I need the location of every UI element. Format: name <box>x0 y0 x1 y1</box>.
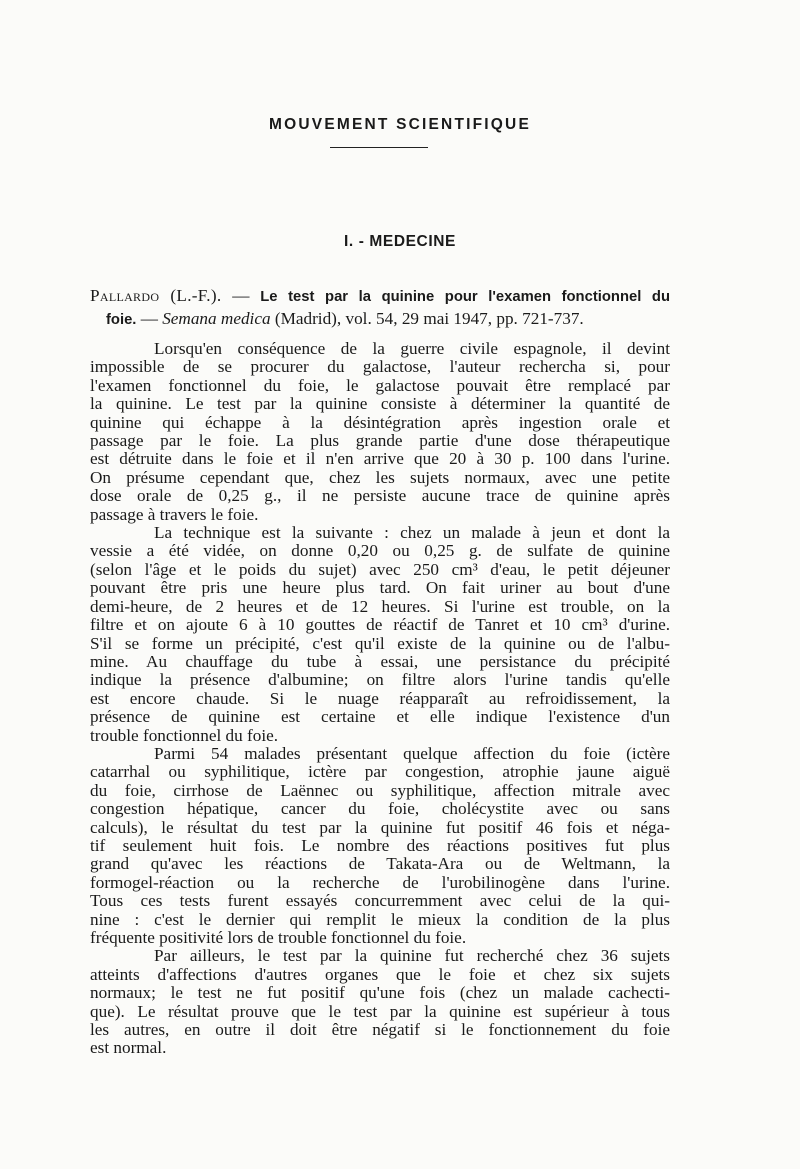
text-line: grand qu'avec les réactions de Takata-Ara ou de Weltmann, la <box>90 854 670 874</box>
text-line: vessie a été vidée, on donne 0,20 ou 0,25 g. de sulfate de quinine <box>90 541 670 561</box>
text-line: trouble fonctionnel du foie. <box>90 725 279 745</box>
text-line: que). Le résultat prouve que le test par la quinine est supérieur à tous <box>90 1001 670 1021</box>
text-line: Parmi 54 malades présentant quelque affection du foie (ictère <box>154 743 670 763</box>
text-line: pouvant être pris une heure plus tard. On fait uriner au bout d'une <box>90 578 670 598</box>
text-line: quinine qui échappe à la désintégration après ingestion orale et <box>90 412 670 432</box>
text-line: normaux; le test ne fut positif qu'une fois (chez un malade cachecti- <box>90 983 670 1003</box>
text-line: (selon l'âge et le poids du sujet) avec 250 cm³ d'eau, le petit déjeuner <box>90 559 670 579</box>
text-line: est détruite dans le foie et il n'en arrive que 20 à 30 p. 100 dans l'urine. <box>90 449 670 469</box>
text-line: fréquente positivité lors de trouble fonctionnel du foie. <box>90 928 467 947</box>
text-line: La technique est la suivante : chez un malade à jeun et dont la <box>154 523 670 543</box>
reference-title-line1: Le test par la quinine pour l'examen fonctionnel du <box>260 289 670 305</box>
journal-section-header: MOUVEMENT SCIENTIFIQUE <box>269 116 531 133</box>
text-line: est normal. <box>90 1038 167 1058</box>
text-line: catarrhal ou syphilitique, ictère par congestion, atrophie jaune aiguë <box>90 762 670 782</box>
reference-dash: — <box>221 286 261 305</box>
text-line: demi-heure, de 2 heures et de 12 heures. Si l'urine est trouble, on la <box>90 596 670 616</box>
text-line: dose orale de 0,25 g., il ne persiste aucune trace de quinine après <box>90 486 670 506</box>
bibliographic-reference <box>90 285 670 331</box>
text-line: atteints d'affections d'autres organes que le foie et chez six sujets <box>90 964 670 984</box>
text-line: On présume cependant que, chez les sujets normaux, avec une petite <box>90 467 670 487</box>
text-line: congestion hépatique, cancer du foie, cholécystite avec ou sans <box>90 799 670 819</box>
paragraph <box>90 524 670 745</box>
text-line: formogel-réaction ou la recherche de l'urobilinogène dans l'urine. <box>90 872 670 892</box>
text-line: mine. Au chauffage du tube à essai, une persistance du précipité <box>90 651 670 671</box>
text-line: est encore chaude. Si le nuage réapparaît au refroidissement, la <box>90 688 670 708</box>
text-line: filtre et on ajoute 6 à 10 gouttes de réactif de Tanret et 10 cm³ d'urine. <box>90 615 670 635</box>
text-line: indique la présence d'albumine; on filtre alors l'urine tandis qu'elle <box>90 670 670 690</box>
text-line: l'examen fonctionnel du foie, le galactose pouvait être remplacé par <box>90 375 670 395</box>
text-line: nine : c'est le dernier qui remplit le mieux la condition de la plus <box>90 909 670 929</box>
paragraph <box>90 947 670 1057</box>
text-line: du foie, cirrhose de Laënnec ou syphilitique, affection mitrale avec <box>90 780 670 800</box>
text-line: Par ailleurs, le test par la quinine fut recherché chez 36 sujets <box>154 946 670 966</box>
header-divider <box>330 147 428 148</box>
text-line: les autres, en outre il doit être négatif si le fonctionnement du foie <box>90 1020 670 1040</box>
reference-dash2: — <box>136 309 163 328</box>
text-line: Tous ces tests furent essayés concurremment avec celui de la qui- <box>90 891 670 911</box>
reference-title-line2: foie. <box>106 312 137 328</box>
text-line: présence de quinine est certaine et elle indique l'existence d'un <box>90 707 670 727</box>
reference-details: (Madrid), vol. 54, 29 mai 1947, pp. 721-737. <box>270 309 584 328</box>
text-line: la quinine. Le test par la quinine consiste à déterminer la quantité de <box>90 394 670 414</box>
paragraph <box>90 340 670 524</box>
text-line: calculs), le résultat du test par la quinine fut positif 46 fois et néga- <box>90 817 670 837</box>
text-line: passage à travers le foie. <box>90 504 259 524</box>
text-line: impossible de se procurer du galactose, l'auteur rechercha si, pour <box>90 357 670 377</box>
reference-journal: Semana medica <box>162 309 271 328</box>
article-body <box>90 340 670 1058</box>
reference-author: Pallardo (L.-F.). <box>90 286 222 305</box>
text-line: S'il se forme un précipité, c'est qu'il existe de la quinine ou de l'albu- <box>90 633 670 653</box>
paragraph <box>90 745 670 947</box>
text-line: Lorsqu'en conséquence de la guerre civile espagnole, il devint <box>154 339 670 358</box>
text-line: passage par le foie. La plus grande partie d'une dose thérapeutique <box>90 431 670 451</box>
section-title: I. - MEDECINE <box>343 233 456 250</box>
text-line: tif seulement huit fois. Le nombre des réactions positives fut plus <box>90 835 670 855</box>
